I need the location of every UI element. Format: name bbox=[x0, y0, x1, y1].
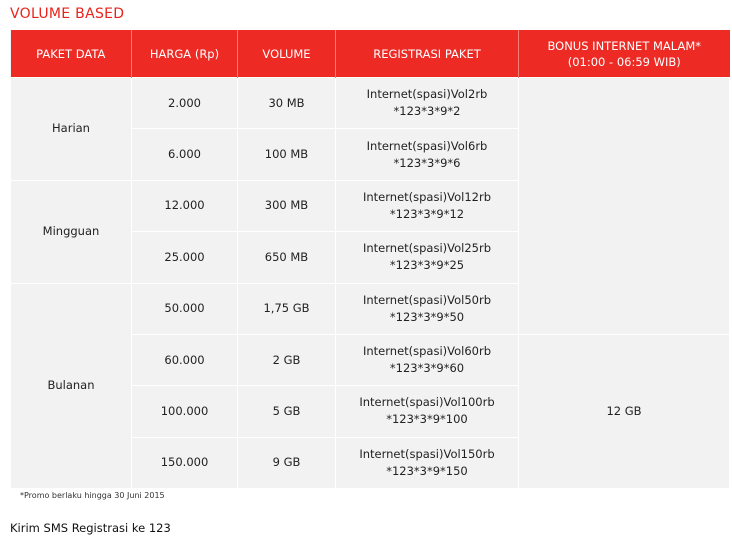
cell-bonus-empty bbox=[519, 78, 730, 335]
cell-registrasi bbox=[336, 232, 519, 283]
cell-registrasi bbox=[336, 283, 519, 334]
reg-sms: Internet(spasi)Vol2rb bbox=[366, 87, 488, 102]
header-paket-data: PAKET DATA bbox=[11, 30, 132, 78]
cell-volume: 5 GB bbox=[238, 386, 336, 437]
cell-harga: 60.000 bbox=[132, 334, 238, 385]
reg-ussd: *123*3*9*2 bbox=[393, 104, 461, 119]
cell-harga: 50.000 bbox=[132, 283, 238, 334]
cell-volume: 30 MB bbox=[238, 78, 336, 129]
cell-volume: 1,75 GB bbox=[238, 283, 336, 334]
cell-harga: 150.000 bbox=[132, 437, 238, 488]
cell-volume: 9 GB bbox=[238, 437, 336, 488]
cell-registrasi bbox=[336, 78, 519, 129]
cell-registrasi bbox=[336, 386, 519, 437]
cell-registrasi bbox=[336, 334, 519, 385]
reg-sms: Internet(spasi)Vol100rb bbox=[359, 395, 495, 410]
cell-registrasi bbox=[336, 129, 519, 180]
cell-harga: 100.000 bbox=[132, 386, 238, 437]
cell-harga: 6.000 bbox=[132, 129, 238, 180]
reg-ussd: *123*3*9*6 bbox=[393, 155, 461, 170]
header-bonus-line2: (01:00 - 06:59 WIB) bbox=[567, 54, 681, 69]
reg-ussd: *123*3*9*25 bbox=[389, 258, 465, 273]
package-table bbox=[10, 30, 730, 489]
cell-registrasi bbox=[336, 437, 519, 488]
cell-harga: 12.000 bbox=[132, 180, 238, 231]
header-registrasi: REGISTRASI PAKET bbox=[336, 30, 519, 78]
header-volume: VOLUME bbox=[238, 30, 336, 78]
cell-volume: 100 MB bbox=[238, 129, 336, 180]
group-harian: Harian bbox=[11, 78, 132, 181]
table-header-row bbox=[11, 30, 730, 78]
reg-ussd: *123*3*9*50 bbox=[389, 309, 465, 324]
reg-sms: Internet(spasi)Vol150rb bbox=[359, 446, 495, 461]
cell-volume: 2 GB bbox=[238, 334, 336, 385]
cell-volume: 650 MB bbox=[238, 232, 336, 283]
promo-note: *Promo berlaku hingga 30 Juni 2015 bbox=[20, 491, 165, 500]
reg-sms: Internet(spasi)Vol60rb bbox=[362, 344, 492, 359]
section-title: VOLUME BASED bbox=[10, 6, 125, 22]
cell-volume: 300 MB bbox=[238, 180, 336, 231]
reg-sms: Internet(spasi)Vol12rb bbox=[362, 189, 492, 204]
group-mingguan: Mingguan bbox=[11, 180, 132, 283]
cell-harga: 25.000 bbox=[132, 232, 238, 283]
group-bulanan: Bulanan bbox=[11, 283, 132, 489]
cell-registrasi bbox=[336, 180, 519, 231]
reg-sms: Internet(spasi)Vol50rb bbox=[362, 292, 492, 307]
sms-instruction: Kirim SMS Registrasi ke 123 bbox=[10, 521, 171, 535]
header-harga: HARGA (Rp) bbox=[132, 30, 238, 78]
table-row bbox=[11, 78, 730, 129]
reg-ussd: *123*3*9*150 bbox=[386, 463, 468, 478]
reg-ussd: *123*3*9*12 bbox=[389, 206, 465, 221]
reg-sms: Internet(spasi)Vol25rb bbox=[362, 241, 492, 256]
header-bonus-line1: BONUS INTERNET MALAM* bbox=[547, 38, 702, 53]
cell-bonus-value: 12 GB bbox=[519, 334, 730, 488]
reg-ussd: *123*3*9*100 bbox=[386, 412, 468, 427]
reg-ussd: *123*3*9*60 bbox=[389, 361, 465, 376]
cell-harga: 2.000 bbox=[132, 78, 238, 129]
reg-sms: Internet(spasi)Vol6rb bbox=[366, 138, 488, 153]
header-bonus bbox=[519, 30, 730, 78]
